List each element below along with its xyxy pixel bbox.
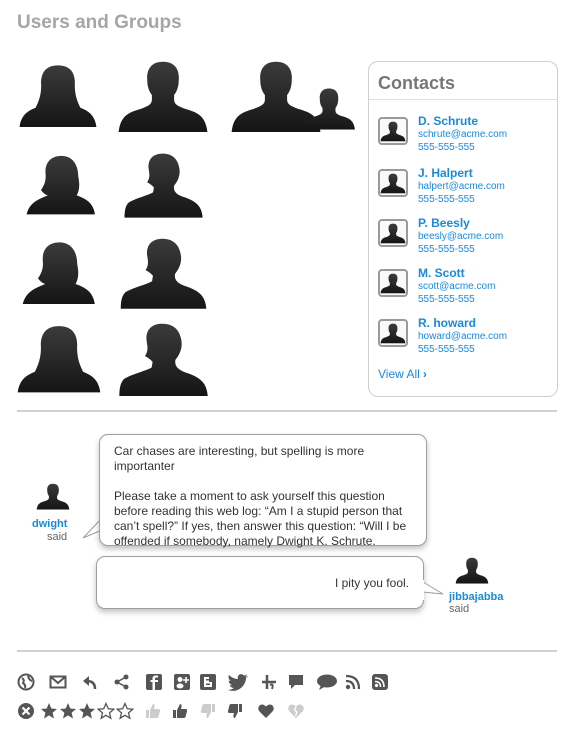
comment-bubble <box>96 556 424 609</box>
contact-avatar <box>378 269 408 297</box>
star-full-icon[interactable] <box>59 702 77 720</box>
comment-said: said <box>449 603 470 615</box>
chat-bubble-icon[interactable] <box>287 673 305 691</box>
contact-avatar <box>378 117 408 145</box>
contact-phone: 555-555-555 <box>418 294 475 305</box>
user-avatar-female[interactable] <box>18 58 98 132</box>
contact-name[interactable]: P. Beesly <box>418 216 470 230</box>
view-all-link[interactable] <box>378 367 427 381</box>
contact-item[interactable] <box>378 316 553 362</box>
star-empty-icon[interactable] <box>97 702 115 720</box>
contact-avatar <box>378 169 408 197</box>
user-avatar-male-side[interactable] <box>118 234 210 310</box>
twitter-icon[interactable] <box>227 673 249 691</box>
contact-email[interactable]: beesly@acme.com <box>418 231 504 242</box>
avatar <box>455 556 489 589</box>
thumbs-up-light-icon[interactable] <box>144 702 162 720</box>
user-avatar-male-side[interactable] <box>114 320 214 396</box>
contact-name[interactable]: R. howard <box>418 316 477 330</box>
contact-email[interactable]: halpert@acme.com <box>418 181 505 192</box>
comment-author[interactable]: jibbajabba <box>449 591 504 603</box>
delicious-icon[interactable] <box>260 673 278 691</box>
user-avatar-female-side[interactable] <box>18 234 98 310</box>
contact-email[interactable]: schrute@acme.com <box>418 129 508 140</box>
contact-phone: 555-555-555 <box>418 194 475 205</box>
contact-phone: 555-555-555 <box>418 244 475 255</box>
star-empty-icon[interactable] <box>116 702 134 720</box>
section-divider <box>17 650 557 652</box>
star-full-icon[interactable] <box>40 702 58 720</box>
bubble-pointer <box>421 580 445 600</box>
rss-icon[interactable] <box>344 673 362 691</box>
comment-text: Car chases are interesting, but spelling is more importanter <box>114 444 365 473</box>
comment-text: Please take a moment to ask yourself this question before reading this web log: “Am I a stupid person that can’t spell?” If yes, then answer this question: “Will I be offended if somebody, namely Dwight K. Schrute. <box>114 489 407 548</box>
contact-phone: 555-555-555 <box>418 142 475 153</box>
globe-icon[interactable] <box>17 673 35 691</box>
contact-item[interactable] <box>378 166 553 212</box>
user-avatar-male-side[interactable] <box>122 146 206 222</box>
avatar <box>36 482 70 515</box>
group-avatar[interactable] <box>226 58 356 132</box>
facebook-icon[interactable] <box>145 673 163 691</box>
comment-author[interactable]: dwight <box>32 518 68 530</box>
comment-bubble <box>99 434 427 546</box>
chevron-right-icon: › <box>422 367 427 381</box>
comment-said: said <box>47 531 68 543</box>
heart-broken-icon[interactable] <box>287 702 305 720</box>
contact-avatar <box>378 319 408 347</box>
share-icon[interactable] <box>113 673 131 691</box>
contacts-title: Contacts <box>369 62 557 100</box>
contacts-panel <box>368 61 558 397</box>
contact-email[interactable]: scott@acme.com <box>418 281 496 292</box>
star-full-icon[interactable] <box>78 702 96 720</box>
chat-bubbles-icon[interactable] <box>316 673 338 691</box>
mail-icon[interactable] <box>49 673 67 691</box>
contact-email[interactable]: howard@acme.com <box>418 331 508 342</box>
section-divider <box>17 410 557 412</box>
thumbs-up-icon[interactable] <box>171 702 189 720</box>
contact-name[interactable]: D. Schrute <box>418 114 479 128</box>
comment-text: I pity you fool. <box>334 576 409 590</box>
view-all-label: View All <box>378 367 420 381</box>
rss-box-icon[interactable] <box>371 673 389 691</box>
thumbs-down-icon[interactable] <box>226 702 244 720</box>
user-avatar-female[interactable] <box>16 320 102 396</box>
blogger-icon[interactable] <box>199 673 217 691</box>
google-plus-icon[interactable] <box>173 673 191 691</box>
thumbs-down-light-icon[interactable] <box>199 702 217 720</box>
delete-icon[interactable] <box>17 702 35 720</box>
reply-icon[interactable] <box>81 673 99 691</box>
contact-item[interactable] <box>378 216 553 262</box>
contact-item[interactable] <box>378 266 553 312</box>
contact-item[interactable] <box>378 114 553 160</box>
contact-name[interactable]: M. Scott <box>418 266 465 280</box>
contact-avatar <box>378 219 408 247</box>
contact-name[interactable]: J. Halpert <box>418 166 473 180</box>
user-avatar-female-side[interactable] <box>22 146 98 222</box>
heart-icon[interactable] <box>257 702 275 720</box>
page-title: Users and Groups <box>17 12 182 33</box>
contact-phone: 555-555-555 <box>418 344 475 355</box>
user-avatar-male[interactable] <box>115 58 211 132</box>
